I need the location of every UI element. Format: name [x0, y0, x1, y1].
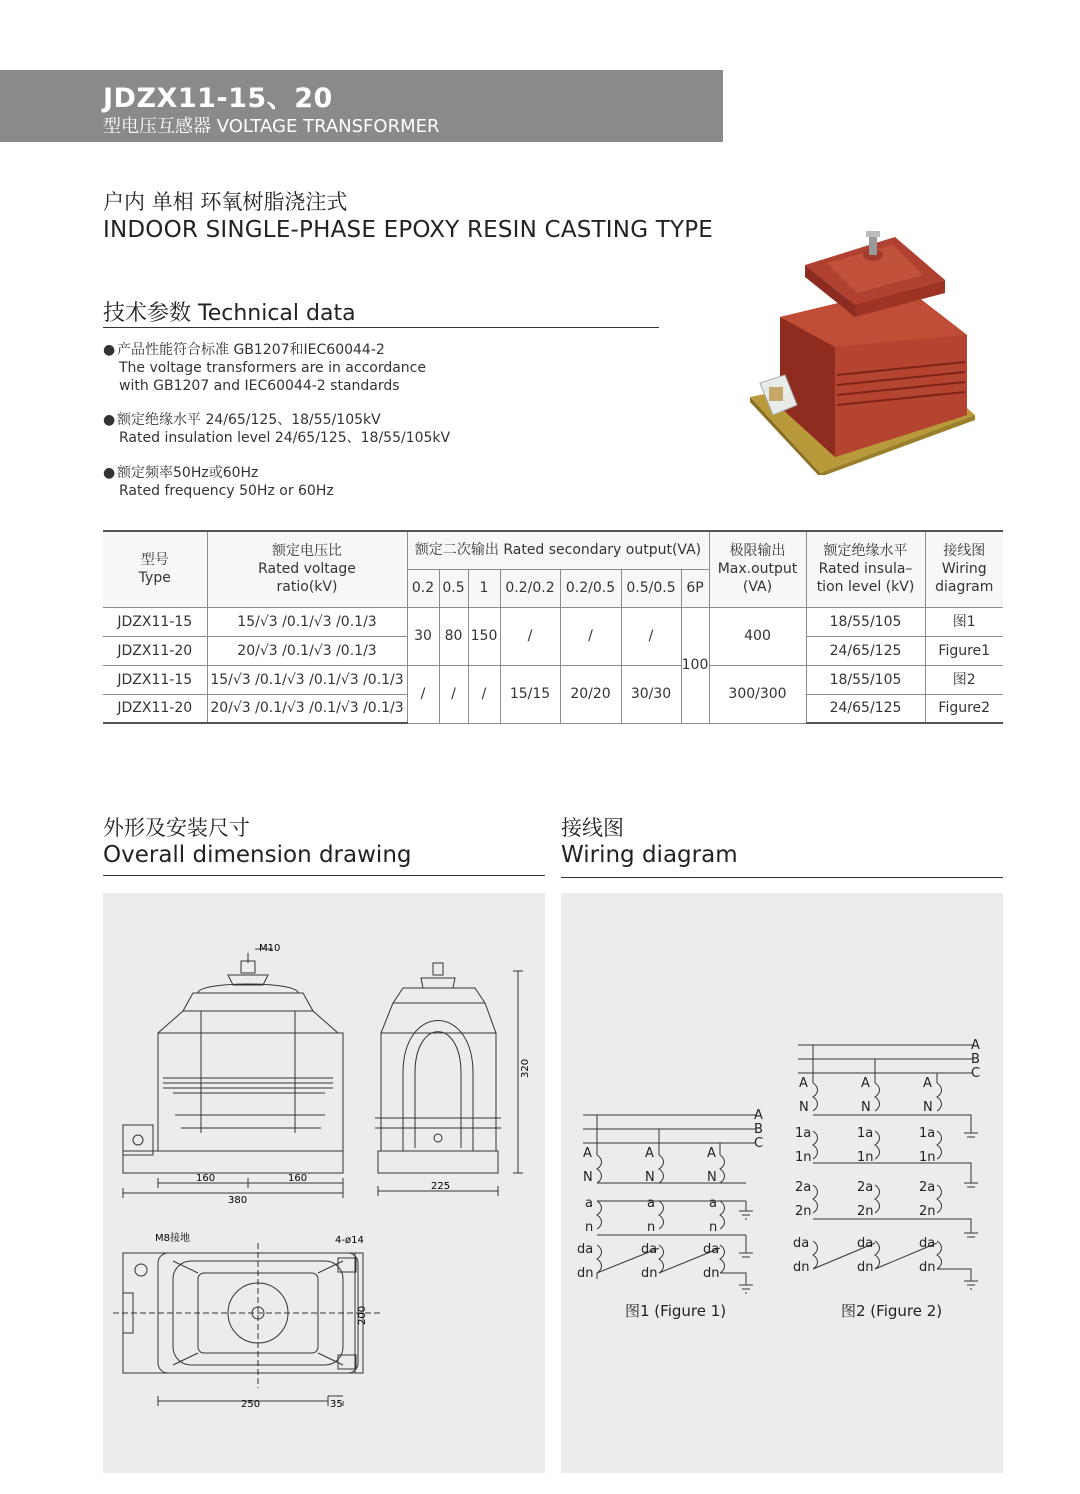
dimension-title-cn: 外形及安装尺寸	[103, 816, 250, 840]
terminal-label: A	[923, 1076, 932, 1091]
header-banner	[0, 70, 723, 142]
cell-output: 20/20	[560, 665, 621, 723]
terminal-label: A	[799, 1076, 808, 1091]
figure-2-caption: 图2 (Figure 2)	[841, 1302, 943, 1320]
cell-output: 30/30	[621, 665, 681, 723]
bullet-en: Rated insulation level 24/65/125、18/55/105kV	[119, 430, 451, 446]
class-0-5-0-5: 0.5/0.5	[621, 569, 681, 607]
dim-label: 160	[288, 1173, 308, 1184]
col-ins-cn: 额定绝缘水平	[823, 543, 908, 560]
col-wiring-cn: 接线图	[943, 543, 986, 560]
product-type-en: INDOOR SINGLE-PHASE EPOXY RESIN CASTING TYPE	[103, 217, 714, 243]
terminal-label: 1a	[795, 1126, 812, 1141]
terminal-label: 2a	[857, 1180, 874, 1195]
product-photo	[745, 225, 985, 475]
dim-label: 200	[357, 1305, 368, 1325]
class-6p: 6P	[681, 569, 709, 607]
cell-6p: 100	[681, 607, 709, 723]
wiring-diagram	[561, 893, 1003, 1473]
bullet-standards: ● 产品性能符合标准 GB1207和IEC60044-2 The voltage transformers are in accordance with GB1207 and IEC60044-2 standards	[103, 342, 426, 394]
terminal-label: n	[585, 1220, 594, 1235]
terminal-label: a	[585, 1196, 593, 1211]
dim-label: M8接地	[155, 1233, 190, 1244]
dimension-divider	[103, 875, 545, 876]
bullet-cn: 额定绝缘水平 24/65/125、18/55/105kV	[117, 412, 381, 428]
cell-max: 300/300	[709, 665, 806, 723]
dim-label: 320	[520, 1058, 531, 1078]
cell-type: JDZX11-20	[103, 694, 207, 723]
terminal-label: 2a	[795, 1180, 812, 1195]
terminal-label: N	[923, 1100, 933, 1115]
terminal-label: dn	[577, 1266, 594, 1281]
terminal-label: a	[709, 1196, 717, 1211]
dimension-title-en: Overall dimension drawing	[103, 842, 412, 868]
bullet-frequency: ● 额定频率50Hz或60Hz Rated frequency 50Hz or 60Hz	[103, 465, 334, 499]
cell-output: 150	[468, 607, 500, 665]
terminal-label: da	[577, 1242, 594, 1257]
col-insulation	[806, 531, 925, 607]
terminal-label: 1a	[857, 1126, 874, 1141]
col-output: 额定二次输出 Rated secondary output(VA)	[407, 531, 709, 569]
cell-type: JDZX11-20	[103, 636, 207, 665]
bus-label: C	[754, 1136, 764, 1151]
cell-output: 30	[407, 607, 439, 665]
cell-wiring: Figure2	[925, 694, 1003, 723]
col-wiring-en: diagram	[935, 579, 994, 596]
terminal-label: da	[919, 1236, 936, 1251]
dimension-drawing	[103, 893, 545, 1473]
col-ratio-cn: 额定电压比	[272, 543, 342, 560]
terminal-label: N	[707, 1170, 717, 1185]
dim-label: 250	[241, 1399, 261, 1410]
cell-insulation: 18/55/105	[806, 607, 925, 636]
terminal-label: 1n	[795, 1150, 812, 1165]
class-0-2-0-5: 0.2/0.5	[560, 569, 621, 607]
terminal-label: A	[645, 1146, 654, 1161]
cell-type: JDZX11-15	[103, 607, 207, 636]
model-subtitle: 型电压互感器 VOLTAGE TRANSFORMER	[103, 116, 440, 137]
product-type-cn: 户内 单相 环氧树脂浇注式	[103, 190, 348, 214]
cell-insulation: 24/65/125	[806, 636, 925, 665]
spec-table	[103, 530, 1003, 724]
cell-output: /	[560, 607, 621, 665]
terminal-label: A	[861, 1076, 870, 1091]
col-ins-en: Rated insula–	[818, 561, 913, 578]
terminal-label: da	[641, 1242, 658, 1257]
cell-output: /	[500, 607, 560, 665]
terminal-label: dn	[641, 1266, 658, 1281]
cell-insulation: 24/65/125	[806, 694, 925, 723]
cell-output: /	[439, 665, 468, 723]
dimension-drawing-panel	[103, 893, 545, 1473]
terminal-label: dn	[703, 1266, 720, 1281]
bullet-en: Rated frequency 50Hz or 60Hz	[119, 483, 334, 499]
bullet-cn: 额定频率50Hz或60Hz	[117, 465, 259, 481]
terminal-label: 2n	[795, 1204, 812, 1219]
bus-label: A	[971, 1038, 980, 1053]
col-ratio	[207, 531, 407, 607]
cell-output: 80	[439, 607, 468, 665]
bullet-cn: 产品性能符合标准 GB1207和IEC60044-2	[117, 342, 385, 358]
class-0-2-0-2: 0.2/0.2	[500, 569, 560, 607]
class-1: 1	[468, 569, 500, 607]
cell-output: /	[407, 665, 439, 723]
cell-wiring: 图2	[925, 665, 1003, 694]
terminal-label: 2a	[919, 1180, 936, 1195]
col-max-en: (VA)	[742, 579, 773, 596]
dim-label: 380	[228, 1195, 248, 1206]
bullet-insulation: ● 额定绝缘水平 24/65/125、18/55/105kV Rated insulation level 24/65/125、18/55/105kV	[103, 412, 451, 446]
cell-type: JDZX11-15	[103, 665, 207, 694]
terminal-label: 2n	[919, 1204, 936, 1219]
terminal-label: 1n	[919, 1150, 936, 1165]
col-ratio-en: ratio(kV)	[276, 579, 338, 596]
class-0-2: 0.2	[407, 569, 439, 607]
terminal-label: N	[645, 1170, 655, 1185]
terminal-label: dn	[857, 1260, 874, 1275]
wiring-title-cn: 接线图	[561, 816, 624, 840]
bus-label: B	[971, 1052, 980, 1067]
col-type	[103, 531, 207, 607]
terminal-label: N	[799, 1100, 809, 1115]
col-ratio-en: Rated voltage	[258, 561, 356, 578]
dim-label: M10	[259, 943, 281, 954]
technical-divider	[103, 327, 659, 328]
col-ins-en: tion level (kV)	[816, 579, 915, 596]
terminal-label: 1a	[919, 1126, 936, 1141]
technical-data-title: 技术参数 Technical data	[103, 301, 356, 326]
terminal-label: a	[647, 1196, 655, 1211]
wiring-title-en: Wiring diagram	[561, 842, 738, 868]
bullet-en: with GB1207 and IEC60044-2 standards	[119, 378, 400, 394]
terminal-label: A	[583, 1146, 592, 1161]
table-row	[103, 665, 1003, 694]
col-max-en: Max.output	[717, 561, 798, 578]
terminal-label: 1n	[857, 1150, 874, 1165]
cell-output: /	[468, 665, 500, 723]
terminal-label: dn	[919, 1260, 936, 1275]
col-type-en: Type	[138, 570, 171, 587]
terminal-label: n	[709, 1220, 718, 1235]
col-max-cn: 极限输出	[729, 543, 786, 560]
dim-label: 4-ø14	[335, 1235, 364, 1246]
terminal-label: n	[647, 1220, 656, 1235]
terminal-label: da	[857, 1236, 874, 1251]
table-row	[103, 607, 1003, 636]
cell-wiring: 图1	[925, 607, 1003, 636]
terminal-label: N	[861, 1100, 871, 1115]
bullet-en: The voltage transformers are in accordance	[119, 360, 426, 376]
col-max	[709, 531, 806, 607]
cell-wiring: Figure1	[925, 636, 1003, 665]
wiring-diagram-panel	[561, 893, 1003, 1473]
dim-label: 225	[431, 1181, 451, 1192]
figure-1-caption: 图1 (Figure 1)	[625, 1302, 727, 1320]
cell-insulation: 18/55/105	[806, 665, 925, 694]
cell-output: /	[621, 607, 681, 665]
terminal-label: da	[703, 1242, 720, 1257]
cell-max: 400	[709, 607, 806, 665]
class-0-5: 0.5	[439, 569, 468, 607]
wiring-divider	[561, 877, 1003, 878]
col-wiring-en: Wiring	[941, 561, 987, 578]
cell-ratio: 20/√3 /0.1/√3 /0.1/√3 /0.1/3	[207, 694, 407, 723]
col-type-cn: 型号	[140, 552, 169, 569]
terminal-label: 2n	[857, 1204, 874, 1219]
cell-output: 15/15	[500, 665, 560, 723]
col-wiring	[925, 531, 1003, 607]
cell-ratio: 15/√3 /0.1/√3 /0.1/√3 /0.1/3	[207, 665, 407, 694]
terminal-label: A	[707, 1146, 716, 1161]
cell-ratio: 20/√3 /0.1/√3 /0.1/3	[207, 636, 407, 665]
bus-label: B	[754, 1122, 763, 1137]
dim-label: 35	[330, 1399, 343, 1410]
terminal-label: N	[583, 1170, 593, 1185]
terminal-label: dn	[793, 1260, 810, 1275]
bus-label: A	[754, 1108, 763, 1123]
dim-label: 160	[196, 1173, 216, 1184]
model-title: JDZX11-15、20	[103, 83, 333, 114]
cell-ratio: 15/√3 /0.1/√3 /0.1/3	[207, 607, 407, 636]
terminal-label: da	[793, 1236, 810, 1251]
bus-label: C	[971, 1066, 981, 1081]
